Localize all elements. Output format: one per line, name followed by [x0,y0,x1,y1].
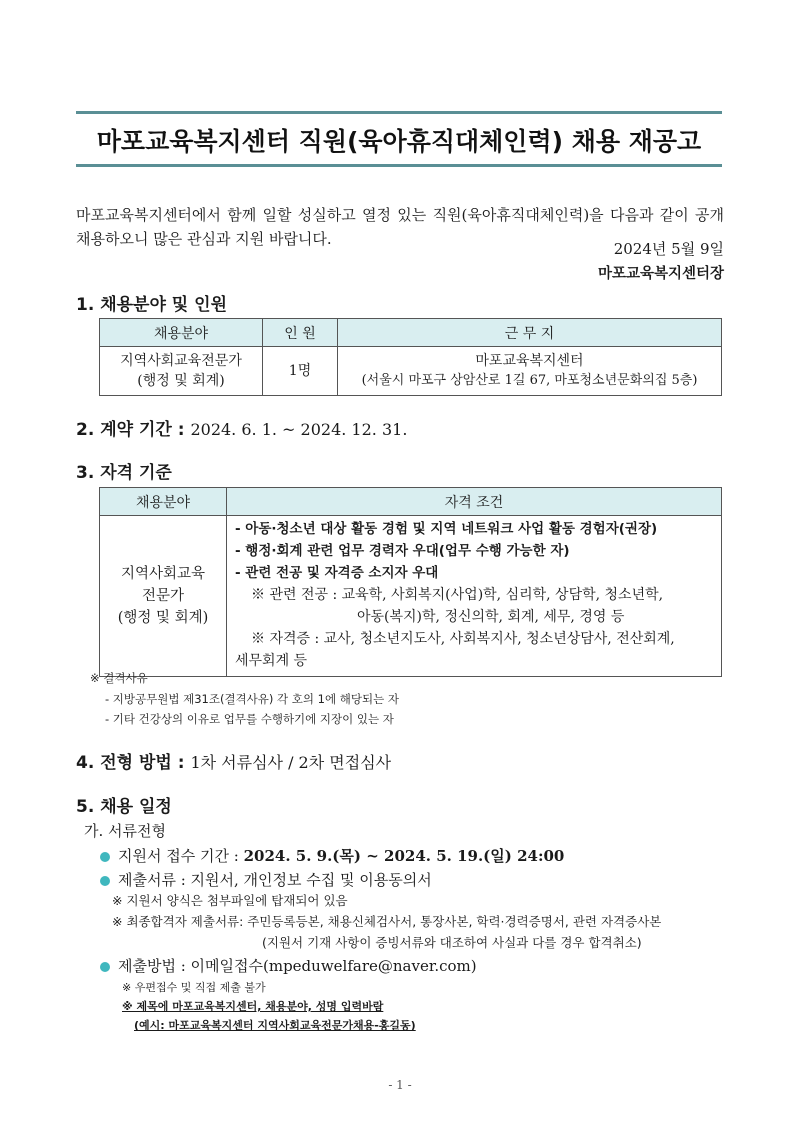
field2-line-3: (행정 및 회계) [117,610,209,626]
bullet-icon [100,962,110,972]
docs-note-1: ※ 지원서 양식은 첨부파일에 탑재되어 있음 [112,893,348,908]
selection-method: 1차 서류심사 / 2차 면접심사 [190,753,392,772]
place-line-1: 마포교육복지센터 [475,353,584,369]
sub-document-screening: 가. 서류전형 [84,822,166,840]
place-line-2: (서울시 마포구 상암산로 1길 67, 마포청소년문화의집 5층) [361,373,698,388]
th-field: 채용분야 [100,319,263,347]
qual-license-1: ※ 자격증 : 교사, 청소년지도사, 사회복지사, 청소년상담사, 전산회계, [251,631,675,647]
disq-item-1: - 지방공무원법 제31조(결격사유) 각 호의 1에 해당되는 자 [105,692,399,706]
docs-note-3: (지원서 기재 사항이 증빙서류와 대조하여 사실과 다를 경우 합격취소) [262,935,642,950]
method-note-1: ※ 우편접수 및 직접 제출 불가 [122,981,266,994]
qualification-table [99,487,722,677]
qual-2: - 행정·회계 관련 업무 경력자 우대(업무 수행 가능한 자) [235,543,570,559]
docs-note-2: ※ 최종합격자 제출서류: 주민등록등본, 채용신체검사서, 통장사본, 학력·경력증명서, 관련 자격증사본 [112,914,662,929]
field-line-2: (행정 및 회계) [137,373,225,389]
section-2-heading [76,415,407,440]
issuer: 마포교육복지센터장 [597,266,724,282]
bullet-icon [100,876,110,886]
cell-field-2 [100,516,227,677]
application-period [100,845,564,866]
section-1-heading: 1. 채용분야 및 인원 [76,295,227,315]
contract-period: 2024. 6. 1. ~ 2024. 12. 31. [190,420,408,439]
qual-major-2: 아동(복지)학, 정신의학, 회계, 세무, 경영 등 [357,609,625,625]
disq-item-2: - 기타 건강상의 이유로 업무를 수행하기에 지장이 있는 자 [105,712,394,726]
notice-date: 2024년 5월 9일 [613,240,724,258]
method-note-2: ※ 제목에 마포교육복지센터, 채용분야, 성명 입력바람 [122,1000,384,1013]
page-title: 마포교육복지센터 직원(육아휴직대체인력) 채용 재공고 [96,127,702,156]
required-docs [100,869,432,890]
docs-text: 제출서류 : 지원서, 개인정보 수집 및 이용동의서 [118,871,432,889]
cell-count: 1명 [263,347,338,396]
intro-paragraph: 마포교육복지센터에서 함께 일할 성실하고 열정 있는 직원(육아휴직대체인력)을 다음과 같이 공개 채용하오니 많은 관심과 지원 바랍니다. [76,206,724,248]
title-box [76,111,722,167]
period-value: 2024. 5. 9.(목) ~ 2024. 5. 19.(일) 24:00 [243,847,565,865]
th-field-2: 채용분야 [100,488,227,516]
cell-place [338,347,722,396]
field2-line-2: 전문가 [141,588,185,604]
th-count: 인 원 [263,319,338,347]
section-2-label: 2. 계약 기간 : [76,420,185,440]
method-note-3: (예시: 마포교육복지센터 지역사회교육전문가채용-홍길동) [134,1019,416,1032]
page-number: - 1 - [388,1078,412,1092]
section-4-label: 4. 전형 방법 : [76,753,185,773]
field-line-1: 지역사회교육전문가 [120,353,242,369]
th-qualification: 자격 조건 [227,488,722,516]
bullet-icon [100,852,110,862]
qual-3: - 관련 전공 및 자격증 소지자 우대 [235,565,439,581]
recruitment-table [99,318,722,396]
section-5-heading: 5. 채용 일정 [76,797,172,817]
qual-major-1: ※ 관련 전공 : 교육학, 사회복지(사업)학, 심리학, 상담학, 청소년학, [251,587,664,603]
method-text: 제출방법 : 이메일접수(mpeduwelfare@naver.com) [118,957,477,975]
qual-1: - 아동·청소년 대상 활동 경험 및 지역 네트워크 사업 활동 경험자(권장) [235,521,658,537]
cell-field [100,347,263,396]
section-4-heading [76,748,391,773]
th-place: 근 무 지 [338,319,722,347]
period-label: 지원서 접수 기간 : [118,847,239,865]
submission-method [100,955,477,976]
section-3-heading: 3. 자격 기준 [76,463,172,483]
cell-qualification [227,516,722,677]
field2-line-1: 지역사회교육 [120,566,206,582]
disq-title: ※ 결격사유 [90,671,148,685]
qual-license-2: 세무회계 등 [235,653,308,669]
